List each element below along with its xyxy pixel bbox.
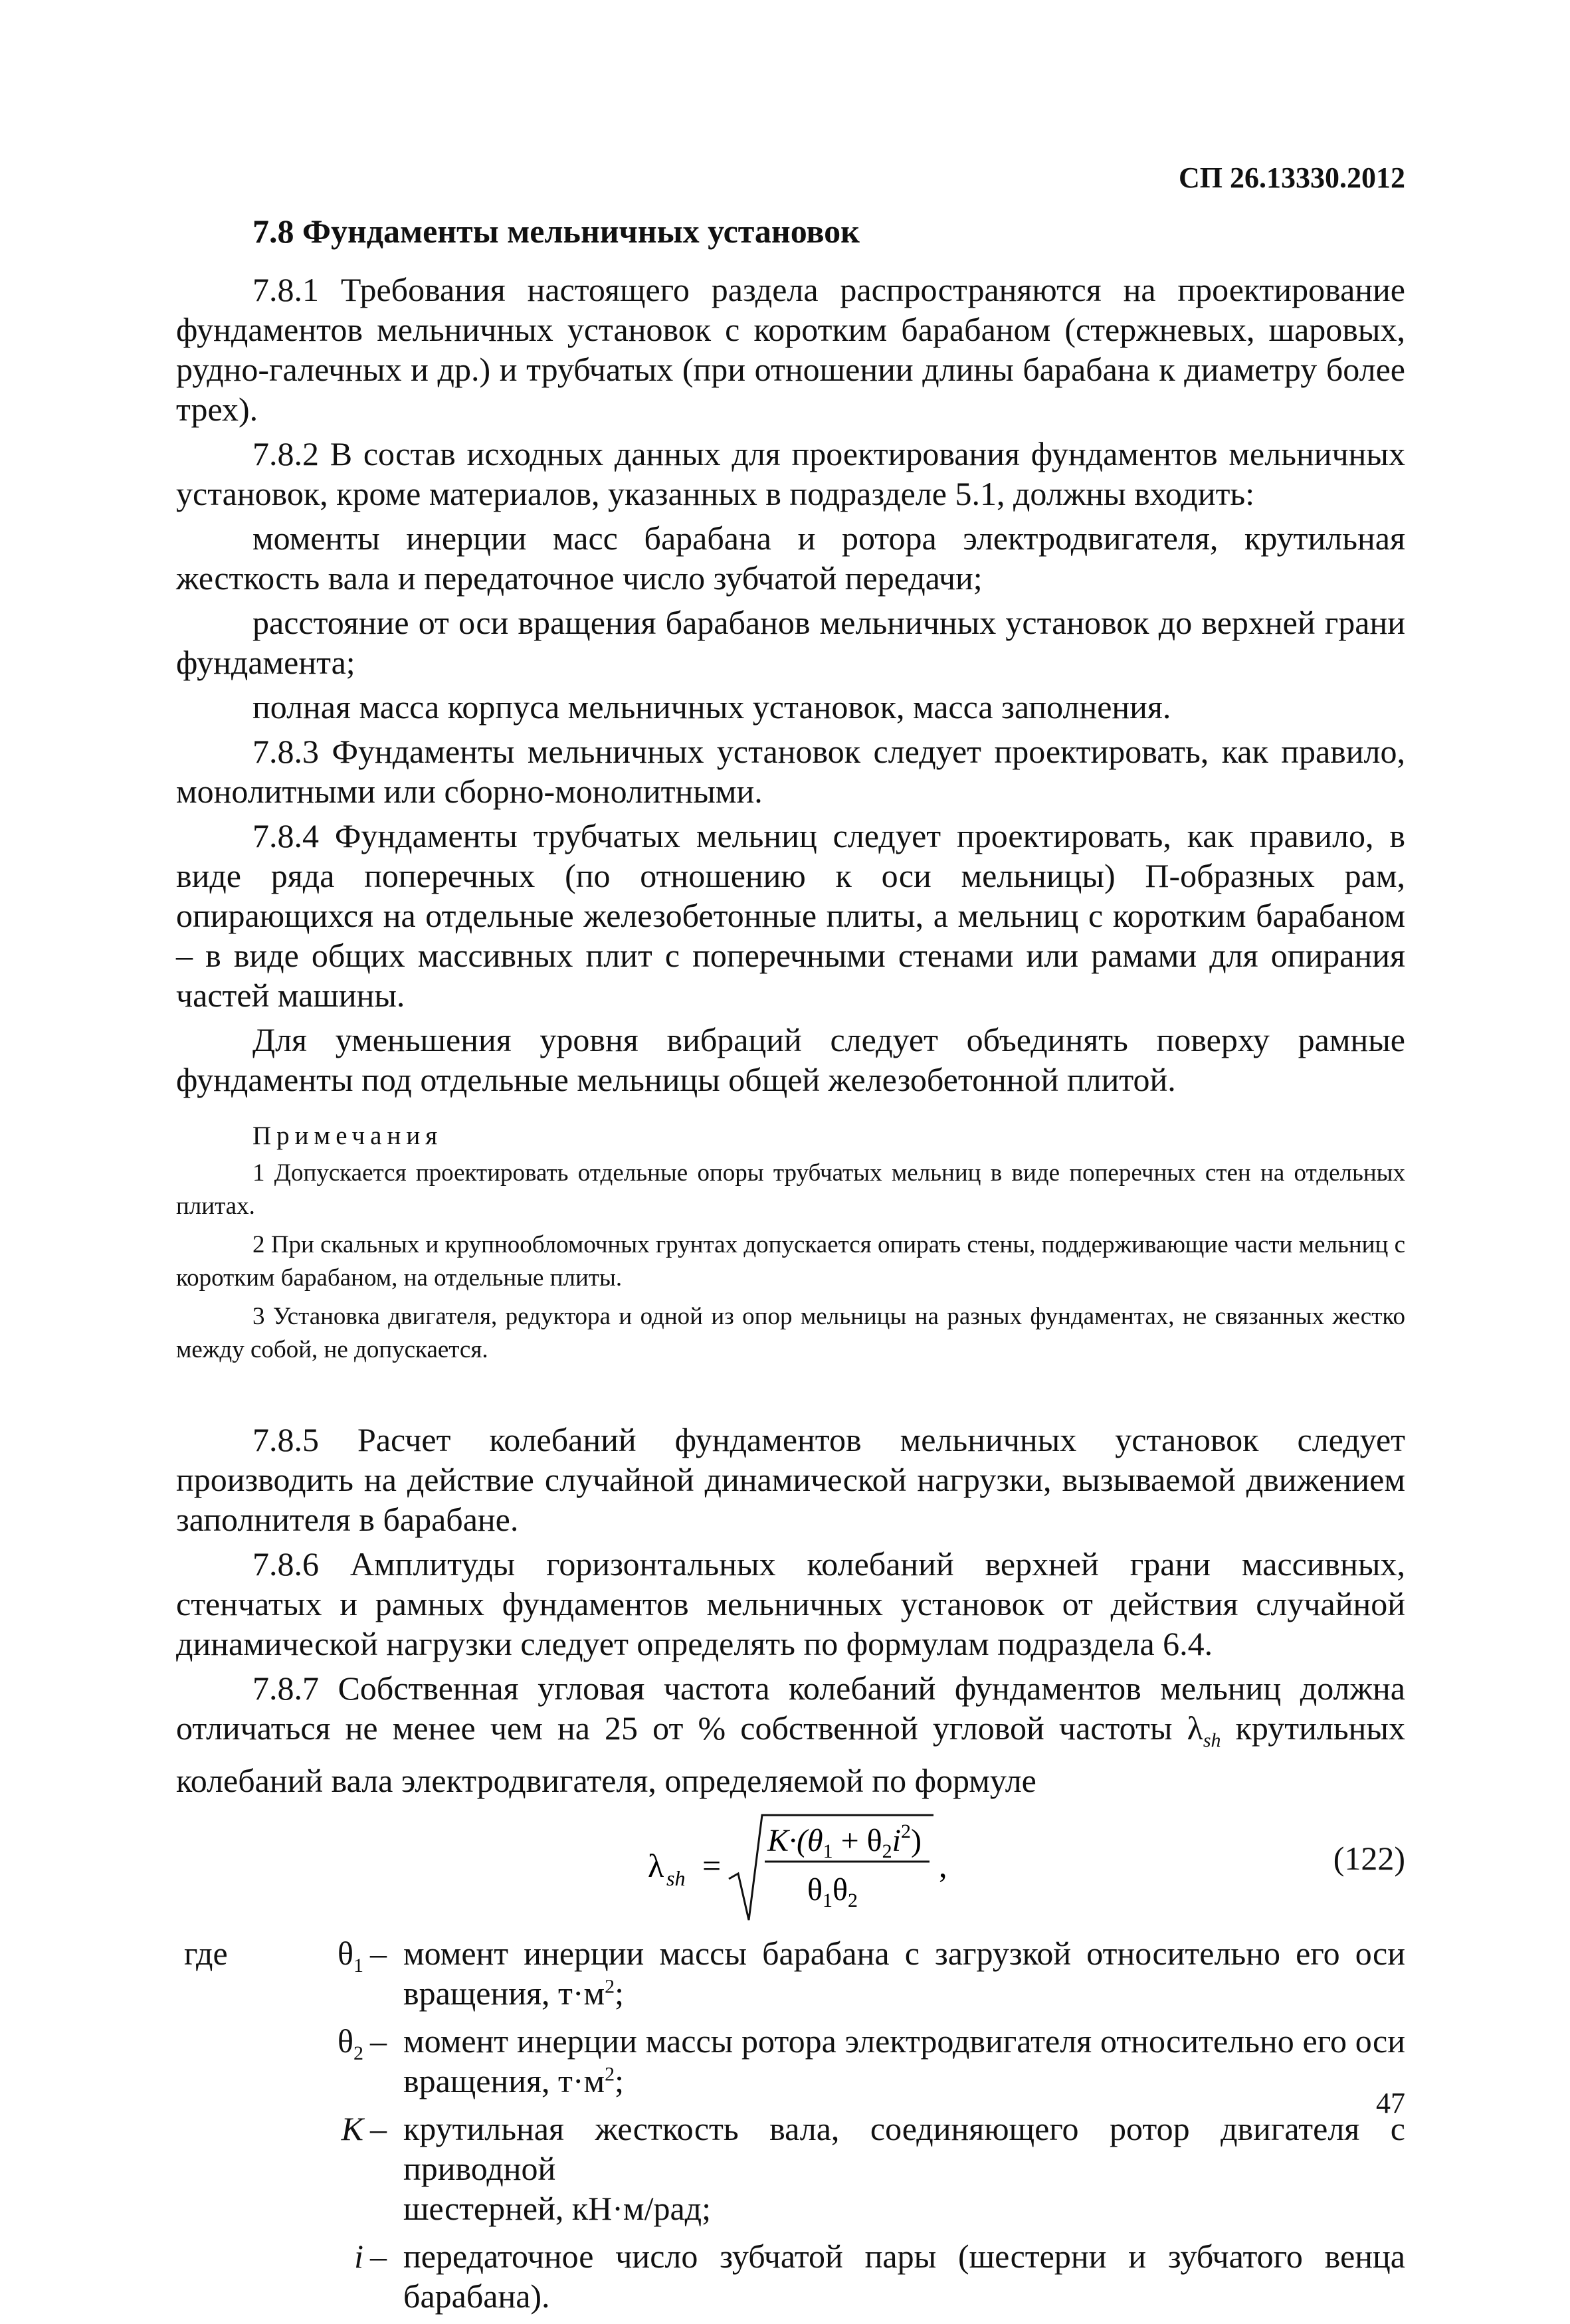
- note-2: 2 При скальных и крупнообломочных грунтах допускается опирать стены, поддерживающие части мельниц с коротким барабаном, на отдельные плиты.: [176, 1231, 1405, 1292]
- num-k-theta: K·(θ: [767, 1823, 823, 1858]
- list-item-mass: полная масса корпуса мельничных установок, масса заполнения.: [252, 688, 1171, 726]
- den-sub-1: 1: [823, 1889, 833, 1911]
- paragraph-vibration: Для уменьшения уровня вибраций следует объединять поверху рамные фундаменты под отдельные мельницы общей железобетонной плитой.: [176, 1021, 1405, 1098]
- formula-lhs: λ: [648, 1847, 664, 1884]
- variable-description: [369, 2236, 1405, 2316]
- paragraph-7-8-4: 7.8.4 Фундаменты трубчатых мельниц следует проектировать, как правило, в виде ряда поперечных (по отношению к оси мельницы) П-образных рам, опирающихся на отдельные железобетонные плиты, а мельниц с коротким барабаном – в виде общих массивных плит с поперечными стенами или рамами для опирания частей машины.: [176, 817, 1405, 1014]
- den-theta-2: θ: [833, 1872, 848, 1907]
- formula-lhs-sub: sh: [666, 1866, 686, 1890]
- variable-dash: –: [370, 2110, 387, 2147]
- variable-unit: шестерней, кН·м/рад;: [403, 2190, 711, 2227]
- document-code: СП 26.13330.2012: [1179, 161, 1405, 194]
- variable-row: [176, 2109, 1405, 2228]
- paragraph-7-8-7-part-b: крутильных колебаний вала электродвигателя, определяемой по формуле: [176, 1709, 1405, 1799]
- note-1: 1 Допускается проектировать отдельные опоры трубчатых мельниц в виде поперечных стен на отдельных плитах.: [176, 1159, 1405, 1220]
- paragraph-7-8-1: 7.8.1 Требования настоящего раздела распространяются на проектирование фундаментов мельничных установок с коротким барабаном (стержневых, шаровых, рудно-галечных и др.) и трубчатых (при отношении длины барабана к диаметру более трех).: [176, 271, 1405, 428]
- variable-description: [369, 2021, 1405, 2101]
- variable-desc-line1: момент инерции массы барабана с загрузкой относительно его оси: [403, 1935, 1405, 1972]
- variable-unit: барабана).: [403, 2277, 550, 2315]
- paragraph-7-8-5: 7.8.5 Расчет колебаний фундаментов мельничных установок следует производить на действие случайной динамической нагрузки, вызываемой движением заполнителя в барабане.: [176, 1421, 1405, 1538]
- variable-desc-line2: [369, 1973, 1405, 2013]
- variable-symbol: [256, 2236, 363, 2289]
- variable-symbol-text: K: [341, 2110, 363, 2147]
- paragraph-7-8-3: 7.8.3 Фундаменты мельничных установок следует проектировать, как правило, монолитными или сборно-монолитными.: [176, 733, 1405, 810]
- num-plus-theta: + θ: [833, 1823, 882, 1858]
- list-item-moments: моменты инерции масс барабана и ротора электродвигателя, крутильная жесткость вала и передаточное число зубчатой передачи;: [176, 520, 1405, 597]
- variable-desc-line1: момент инерции массы ротора электродвигателя относительно его оси: [403, 2022, 1405, 2060]
- variable-symbol-text: θ: [338, 1935, 353, 1972]
- variable-symbol-text: θ: [338, 2022, 353, 2060]
- formula-numerator: [767, 1820, 922, 1862]
- notes-title: Примечания: [252, 1121, 443, 1150]
- paragraph-7-8-6: 7.8.6 Амплитуды горизонтальных колебаний верхней грани массивных, стенчатых и рамных фундаментов мельничных установок от действия случайной динамической нагрузки следует определять по формулам подраздела 6.4.: [176, 1545, 1405, 1662]
- formula-svg: [641, 1807, 1146, 1927]
- variable-unit-end: ;: [615, 1975, 625, 2012]
- num-close: ): [910, 1823, 922, 1858]
- variable-desc-line1: крутильная жесткость вала, соединяющего ротор двигателя с приводной: [403, 2110, 1405, 2187]
- note-3: 3 Установка двигателя, редуктора и одной из опор мельницы на разных фундаментах, не связанных жестко между собой, не допускается.: [176, 1303, 1405, 1363]
- variable-desc-line2: [369, 2061, 1405, 2101]
- list-item-distance: расстояние от оси вращения барабанов мельничных установок до верхней грани фундамента;: [176, 604, 1405, 681]
- den-theta-1: θ: [807, 1872, 823, 1907]
- variable-desc-line2: [369, 2276, 1405, 2316]
- variable-dash: –: [370, 2238, 387, 2275]
- variable-dash: –: [370, 2022, 387, 2060]
- variable-symbol-text: i: [354, 2238, 363, 2275]
- where-label: где: [184, 1935, 228, 1972]
- paragraph-7-8-7-part-a: 7.8.7 Собственная угловая частота колебаний фундаментов мельниц должна отличаться не менее чем на 25 от % собственной угловой частоты: [176, 1670, 1405, 1747]
- lambda-subscript: sh: [1203, 1729, 1221, 1751]
- formula-comma: ,: [939, 1847, 947, 1884]
- formula-number: (122): [1333, 1840, 1405, 1877]
- num-sub-1: 1: [823, 1840, 833, 1862]
- paragraph-7-8-7: [176, 1668, 1405, 1800]
- page-number: 47: [1376, 2087, 1405, 2119]
- formula-equals: =: [702, 1847, 722, 1884]
- variable-row: [176, 2021, 1405, 2101]
- variables-list: [176, 1933, 1405, 2316]
- lambda-symbol: λ: [1187, 1709, 1203, 1747]
- den-sub-2: 2: [848, 1889, 858, 1911]
- variable-description: [369, 2109, 1405, 2228]
- variable-symbol-sub: 1: [353, 1955, 363, 1977]
- variable-unit-sup: 2: [605, 2063, 615, 2085]
- paragraph-7-8-2: 7.8.2 В состав исходных данных для проектирования фундаментов мельничных установок, кроме материалов, указанных в подразделе 5.1, должны входить:: [176, 435, 1405, 512]
- variable-unit-end: ;: [615, 2062, 625, 2099]
- variable-row: [176, 2236, 1405, 2316]
- formula-122: [176, 1807, 1405, 1927]
- formula-denominator: [807, 1872, 858, 1911]
- num-i: i: [892, 1823, 901, 1858]
- variable-row: [176, 1933, 1405, 2013]
- variable-unit: вращения, т·м: [403, 1975, 605, 2012]
- notes-block: [176, 1121, 1405, 1367]
- variable-unit: вращения, т·м: [403, 2062, 605, 2099]
- variable-symbol-sub: 2: [353, 2042, 363, 2064]
- num-sup-2: 2: [900, 1820, 911, 1842]
- variable-dash: –: [370, 1935, 387, 1972]
- variable-symbol: [256, 2021, 363, 2074]
- variable-symbol: [256, 1933, 363, 1986]
- variable-desc-line2: [369, 2188, 1405, 2228]
- num-sub-2: 2: [882, 1840, 892, 1862]
- variable-symbol: [256, 2109, 363, 2161]
- variable-description: [369, 1933, 1405, 2013]
- variable-desc-line1: передаточное число зубчатой пары (шестерни и зубчатого венца: [403, 2238, 1405, 2275]
- variable-unit-sup: 2: [605, 1975, 615, 1998]
- page-content: [176, 211, 1405, 2324]
- section-title: 7.8 Фундаменты мельничных установок: [252, 213, 860, 250]
